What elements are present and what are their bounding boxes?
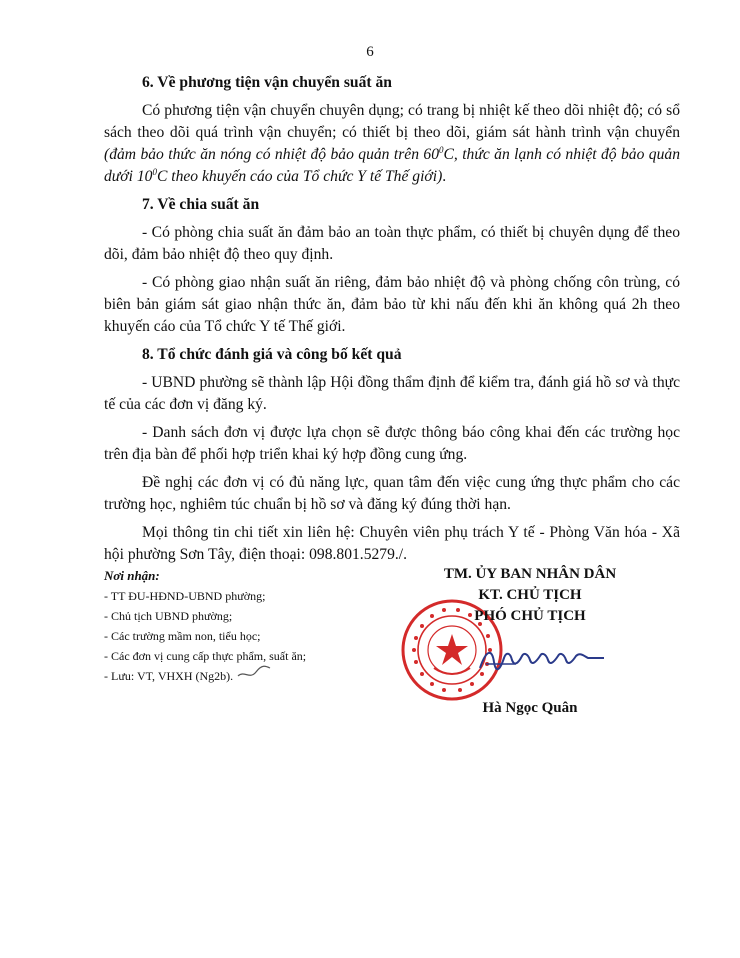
recipients-title: Nơi nhận:	[104, 568, 160, 583]
signature-block	[398, 564, 662, 627]
section-8-paragraph-2: - Danh sách đơn vị được lựa chọn sẽ được thông báo công khai đến các trường học trên địa bàn để phối hợp triển khai ký hợp đồng cung ứng.	[104, 424, 680, 463]
paragraph-end: .	[442, 168, 447, 185]
signer-name: Hà Ngọc Quân	[482, 700, 578, 716]
italic-part-3: C theo khuyến cáo của Tổ chức Y tế Thế giới)	[156, 168, 443, 185]
italic-part-1: (đảm bảo thức ăn nóng có nhiệt độ bảo quản trên 60	[104, 146, 440, 163]
page-number: 6	[366, 44, 374, 60]
section-8-paragraph-1: - UBND phường sẽ thành lập Hội đồng thẩm định để kiểm tra, đánh giá hồ sơ và thực tế của các đơn vị đăng ký.	[104, 374, 680, 413]
section-7-paragraph-2: - Có phòng giao nhận suất ăn riêng, đảm bảo nhiệt độ và phòng chống côn trùng, có biên bản giám sát giao nhận thức ăn, đảm bảo từ khi nấu đến khi ăn không quá 2h theo khuyến cáo của Tổ chức Y tế Thế giới.	[104, 274, 680, 335]
section-8-heading: 8. Tổ chức đánh giá và công bố kết quả	[142, 346, 402, 363]
paragraph-italic-note	[104, 146, 680, 185]
body-text	[104, 72, 680, 572]
initial-mark	[236, 660, 272, 682]
section-6-heading: 6. Về phương tiện vận chuyển suất ăn	[142, 74, 392, 91]
superscript-1: 0	[439, 144, 444, 155]
section-6-paragraph	[104, 100, 680, 188]
signature-title-line-3: PHÓ CHỦ TỊCH	[474, 608, 586, 624]
signature-title-line-1: TM. ỦY BAN NHÂN DÂN	[443, 566, 617, 582]
italic-part-2: C, thức ăn lạnh có nhiệt độ bảo quản dưới 10	[104, 146, 680, 185]
handwritten-signature-icon	[476, 640, 610, 680]
paragraph-normal-text: Có phương tiện vận chuyển chuyên dụng; có trang bị nhiệt kế theo dõi nhiệt độ; có sổ sách theo dõi quá trình vận chuyển; có thiết bị theo dõi, giám sát hành trình vận chuyển	[104, 102, 680, 141]
superscript-2: 0	[152, 166, 157, 177]
section-7-paragraph-1: - Có phòng chia suất ăn đảm bảo an toàn thực phẩm, có thiết bị chuyên dụng để theo dõi, đảm bảo nhiệt độ theo quy định.	[104, 224, 680, 263]
recipient-item: - Các đơn vị cung cấp thực phẩm, suất ăn;	[104, 649, 307, 663]
signature-title-line-2: KT. CHỦ TỊCH	[478, 587, 582, 603]
recipient-item: - Các trường mầm non, tiểu học;	[104, 629, 261, 643]
section-8-paragraph-4: Mọi thông tin chi tiết xin liên hệ: Chuyên viên phụ trách Y tế - Phòng Văn hóa - Xã hội phường Sơn Tây, điện thoại: 098.801.5279./.	[104, 524, 680, 563]
section-7-heading: 7. Về chia suất ăn	[142, 196, 260, 213]
recipient-item: - TT ĐU-HĐND-UBND phường;	[104, 589, 266, 603]
section-8-paragraph-3: Đề nghị các đơn vị có đủ năng lực, quan tâm đến việc cung ứng thực phẩm cho các trường học, nghiêm túc chuẩn bị hồ sơ và đăng ký đúng thời hạn.	[104, 474, 680, 513]
recipient-item: - Chủ tịch UBND phường;	[104, 609, 233, 623]
recipient-item: - Lưu: VT, VHXH (Ng2b).	[104, 669, 234, 683]
